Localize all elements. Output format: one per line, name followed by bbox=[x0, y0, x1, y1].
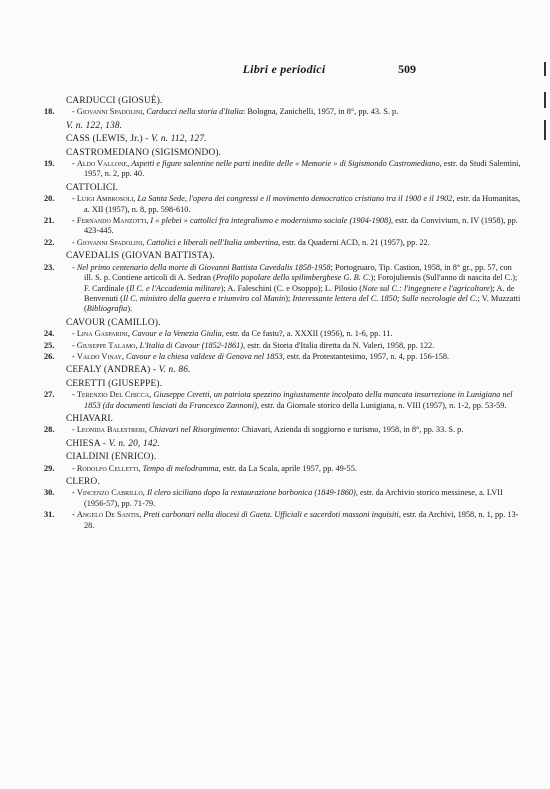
subject-heading bbox=[44, 183, 522, 193]
entry-citation: , estr. da Storia d'Italia diretta da N. Valeri, 1958, pp. 122. bbox=[243, 340, 435, 350]
subject-heading bbox=[44, 96, 522, 106]
subject-heading bbox=[44, 148, 522, 158]
bibliography-entry: 23. - Nel primo centenario della morte di Giovanni Battista Cavedalis 1858-1958; Portogruaro, Tip. Castion, 1958, in 8° gr., pp. 57, con ill. S. p. Contiene articoli di A. Sedran (Profilo popolare dello spilimberghese G. B. C.); Forojuliensis (Sull'anno di nascita del C.); F. Cardinale (Il C. e l'Accademia militare); A. Faleschini (C. e Osoppo); L. Pilosio (Note sul C.: l'ingegnere e l'agricoltore); A. de Benvenuti (Il C. ministro della guerra e triumviro col Manin); Interessante lettera del C. 1850; Sulle necrologie del C.; V. Muzzatti (Bibliografia). bbox=[44, 262, 521, 314]
entry-title: Chiavari nel Risorgimento bbox=[149, 425, 238, 435]
entry-citation: , estr. da Ce fastu?, a. XXXII (1956), n. 1-6, pp. 11. bbox=[221, 329, 393, 339]
entry-number: 24. bbox=[44, 329, 55, 339]
subject-heading bbox=[44, 365, 522, 375]
entry-title: Note sul C.: l'ingegnere e l'agricoltore bbox=[362, 283, 490, 293]
entry-title: Cavour e la chiesa valdese di Genova nel 1853 bbox=[126, 351, 283, 361]
bibliography-entry: 24. - Lina Gasparini, Cavour e la Venezia Giulia, estr. da Ce fastu?, a. XXXII (1956), n. 1-6, pp. 11. bbox=[44, 329, 393, 339]
entry-number: 20. bbox=[44, 194, 55, 204]
entry-title: Il C. e l'Accademia militare bbox=[129, 283, 221, 293]
entry-citation: , estr. da Giornale storico della Lunigiana, n. VIII (1957), n. 1-2, pp. 53-59. bbox=[256, 400, 507, 410]
running-title: Libri e periodici bbox=[242, 62, 326, 76]
entry-title: Giuseppe Ceretti, un patriota spezzino ingiustamente incolpato della mancata insurrezione in Lunigiana nel 1853 (da documenti lasciati da Francesco Zannoni) bbox=[84, 390, 513, 410]
subject-heading-text: CARDUCCI (GIOSUÈ). bbox=[66, 96, 163, 106]
subject-heading bbox=[44, 121, 522, 131]
subject-heading-text: CAVEDALIS (GIOVAN BATTISTA). bbox=[66, 251, 215, 262]
entry-title: Bibliografia bbox=[86, 304, 128, 314]
entry-number: 21. bbox=[44, 216, 55, 226]
entry-citation: , estr. da Archivio storico messinese, a. LVII (1956-57), pp. 71-79. bbox=[84, 488, 503, 508]
entry-citation: ); A. de Benvenuti ( bbox=[84, 283, 515, 303]
page-number: 509 bbox=[398, 62, 416, 76]
entry-citation: , bbox=[127, 329, 132, 339]
entry-title: Il clero siciliano dopo la restaurazione borbonica (1849-1860) bbox=[146, 488, 356, 498]
bibliography-entry: 19. - Aldo Vallone, Aspetti e figure salentine nelle parti inedite delle « Memorie » di Sigismondo Castromediano, estr. da Studi Salentini, 1957, n. 2, pp. 40. bbox=[44, 159, 521, 179]
cross-reference: V. n. 86. bbox=[158, 365, 191, 376]
entry-title: Cavour e la Venezia Giulia bbox=[131, 329, 222, 339]
entry-citation: , estr. da Quaderni ACD, n. 21 (1957), pp. 22. bbox=[278, 237, 430, 247]
entry-title: Profilo popolare dello spilimberghese G. B. C. bbox=[215, 273, 371, 283]
entry-citation: , bbox=[146, 216, 151, 226]
entry-author: Luigi Ambrosoli bbox=[76, 194, 134, 204]
cross-reference: V. n. 20, 142. bbox=[108, 438, 161, 449]
entry-author: Lina Gasparini bbox=[76, 329, 128, 339]
entry-citation: : Bologna, Zanichelli, 1957, in 8°, pp. 43. S. p. bbox=[243, 107, 399, 117]
subject-heading-text: CLERO. bbox=[66, 477, 100, 487]
entry-citation: , bbox=[149, 390, 154, 400]
subject-heading bbox=[44, 477, 522, 487]
subject-heading-text: CHIAVARI. bbox=[66, 413, 114, 424]
entry-citation: , bbox=[139, 510, 144, 520]
entry-number: 28. bbox=[44, 425, 55, 435]
entry-number: 23. bbox=[44, 262, 55, 272]
entry-citation: , bbox=[127, 159, 132, 169]
subject-heading bbox=[44, 251, 522, 261]
entry-author: Aldo Vallone bbox=[76, 159, 128, 169]
bibliography-entry: 30. - Vincenzo Cabrillo, Il clero siciliano dopo la restaurazione borbonica (1849-1860), estr. da Archivio storico messinese, a. LVII (1956-57), pp. 71-79. bbox=[44, 488, 503, 508]
entry-title: I « plebei » cattolici fra integralismo e modernismo sociale (1904-1908) bbox=[150, 216, 391, 226]
entry-citation: , bbox=[133, 194, 138, 204]
subject-heading bbox=[44, 318, 522, 328]
entry-citation: , bbox=[142, 237, 147, 247]
entry-author: Giuseppe Talamo bbox=[76, 340, 136, 350]
entry-citation: , bbox=[135, 340, 140, 350]
entry-title: Preti carbonari nella diocesi di Gaeta. Ufficiali e sacerdoti massoni inquisiti bbox=[143, 510, 399, 520]
entry-number: 31. bbox=[44, 510, 55, 520]
entry-citation: , bbox=[121, 351, 127, 361]
bibliography-entry: 21. - Fernando Manzotti, I « plebei » cattolici fra integralismo e modernismo sociale (1904-1908), estr. da Convivium, n. IV (1958), pp. 423-445. bbox=[44, 216, 518, 236]
subject-heading-text: CHIESA - bbox=[66, 438, 109, 449]
entry-citation: , bbox=[142, 107, 147, 117]
entry-author: Giovanni Spadolini bbox=[76, 237, 143, 247]
entry-citation: ); A. Faleschini (C. e Osoppo); L. Pilosio ( bbox=[220, 283, 363, 293]
subject-heading bbox=[44, 452, 522, 462]
entry-citation: , estr. da Protestantesimo, 1957, n. 4, pp. 156-158. bbox=[282, 351, 450, 361]
scan-edge-mark bbox=[544, 120, 546, 140]
entry-title: Carducci nella storia d'Italia bbox=[146, 107, 244, 117]
cross-reference: V. n. 122, 138. bbox=[66, 120, 123, 131]
entry-author: Valdo Vinay bbox=[76, 351, 122, 361]
entry-citation: ); Forojuliensis (Sull'anno di nascita del C.); F. Cardinale ( bbox=[84, 273, 518, 293]
bibliography-entry: 27. - Terenzio Del Chicca, Giuseppe Ceretti, un patriota spezzino ingiustamente incolpato della mancata insurrezione in Lunigiana nel 1853 (da documenti lasciati da Francesco Zannoni), estr. da Giornale storico della Lunigiana, n. VIII (1957), n. 1-2, pp. 53-59. bbox=[44, 390, 513, 410]
entry-number: 25. bbox=[44, 340, 55, 350]
entry-number: 19. bbox=[44, 159, 55, 169]
entry-author: Vincenzo Cabrillo bbox=[76, 488, 143, 498]
entry-author: Giovanni Spadolini bbox=[76, 107, 143, 117]
subject-heading-text: CATTOLICI. bbox=[66, 182, 119, 193]
entry-number: 30. bbox=[44, 488, 55, 498]
entry-citation: ); bbox=[285, 293, 293, 303]
entry-number: 26. bbox=[44, 351, 55, 361]
subject-heading-text: CIALDINI (ENRICO). bbox=[66, 452, 157, 463]
entry-number: 27. bbox=[44, 390, 55, 400]
entry-title: Nel primo centenario della morte di Giovanni Battista Cavedalis 1858-1958 bbox=[76, 262, 331, 272]
entry-citation: , estr. da Humanitas, a. XII (1957), n. 8, pp. 598-610. bbox=[84, 194, 521, 214]
entry-citation: , estr. da Archivi, 1958, n. 1, pp. 13-28. bbox=[84, 510, 519, 530]
entry-citation: , bbox=[144, 425, 150, 435]
subject-heading bbox=[44, 439, 522, 449]
entry-number: 29. bbox=[44, 463, 55, 473]
subject-heading bbox=[44, 414, 522, 424]
subject-heading bbox=[44, 134, 522, 144]
entry-title: Il C. ministro della guerra e triumviro col Manin bbox=[122, 293, 286, 303]
entry-number: 22. bbox=[44, 237, 55, 247]
bibliography-entry: 26. - Valdo Vinay, Cavour e la chiesa valdese di Genova nel 1853, estr. da Protestantesimo, 1957, n. 4, pp. 156-158. bbox=[44, 351, 450, 361]
entry-title: Interessante lettera del C. 1850; Sulle necrologie del C. bbox=[292, 293, 478, 303]
entry-author: Fernando Manzotti bbox=[76, 216, 147, 226]
subject-heading-text: CERETTI (GIUSEPPE). bbox=[66, 378, 163, 389]
entry-number: 18. bbox=[44, 107, 55, 117]
bibliography-list bbox=[44, 93, 522, 532]
subject-heading bbox=[44, 379, 522, 389]
subject-heading-text: CASS (LEWIS, Jr.) - bbox=[66, 134, 152, 145]
scan-edge-mark bbox=[544, 62, 546, 76]
bibliography-entry: 29. - Rodolfo Celletti, Tempo di melodramma, estr. da La Scala, aprile 1957, pp. 49-55. bbox=[44, 463, 357, 473]
bibliography-entry: 31. - Angelo De Santis, Preti carbonari nella diocesi di Gaeta. Ufficiali e sacerdoti massoni inquisiti, estr. da Archivi, 1958, n. 1, pp. 13-28. bbox=[44, 510, 519, 530]
entry-citation: , estr. da Convivium, n. IV (1958), pp. 423-445. bbox=[84, 216, 518, 236]
entry-title: Tempo di melodramma bbox=[142, 463, 219, 473]
entry-citation: , estr. da La Scala, aprile 1957, pp. 49-55. bbox=[218, 463, 357, 473]
entry-citation: ). bbox=[127, 304, 133, 314]
bibliography-entry: 22. - Giovanni Spadolini, Cattolici e liberali nell'Italia umbertina, estr. da Quaderni ACD, n. 21 (1957), pp. 22. bbox=[44, 237, 430, 247]
entry-author: Angelo De Santis bbox=[76, 510, 140, 520]
bibliography-entry: 18. - Giovanni Spadolini, Carducci nella storia d'Italia: Bologna, Zanichelli, 1957, in 8°, pp. 43. S. p. bbox=[44, 107, 399, 117]
bibliography-entry: 20. - Luigi Ambrosoli, La Santa Sede, l'opera dei congressi e il movimento democratico cristiano tra il 1900 e il 1902, estr. da Humanitas, a. XII (1957), n. 8, pp. 598-610. bbox=[44, 194, 521, 214]
entry-title: La Santa Sede, l'opera dei congressi e il movimento democratico cristiano tra il 1900 e il 1902 bbox=[137, 194, 453, 204]
entry-citation: : Chiavari, Azienda di soggiorno e turismo, 1958, in 8°, pp. 33. S. p. bbox=[237, 425, 464, 435]
entry-title: Aspetti e figure salentine nelle parti inedite delle « Memorie » di Sigismondo Castromediano bbox=[131, 159, 440, 169]
subject-heading-text: CASTROMEDIANO (SIGISMONDO). bbox=[66, 147, 222, 158]
page-header bbox=[0, 62, 550, 78]
entry-citation: ; Portogruaro, Tip. Castion, 1958, in 8° gr., pp. 57, con ill. S. p. Contiene articoli di A. Sedran ( bbox=[84, 262, 512, 283]
entry-citation: , bbox=[138, 463, 143, 473]
entry-author: Leonida Balestreri bbox=[76, 425, 145, 435]
bibliography-entry: 25. - Giuseppe Talamo, L'Italia di Cavour (1852-1861), estr. da Storia d'Italia diretta da N. Valeri, 1958, pp. 122. bbox=[44, 340, 435, 350]
subject-heading-text: CEFALY (ANDREA) - bbox=[66, 365, 159, 376]
bibliography-entry: 28. - Leonida Balestreri, Chiavari nel Risorgimento: Chiavari, Azienda di soggiorno e turismo, 1958, in 8°, pp. 33. S. p. bbox=[44, 425, 464, 435]
entry-author: Terenzio Del Chicca bbox=[76, 390, 150, 400]
entry-citation: ; V. Muzzatti ( bbox=[84, 293, 521, 314]
entry-title: L'Italia di Cavour (1852-1861) bbox=[139, 340, 244, 350]
entry-author: Rodolfo Celletti bbox=[76, 463, 139, 473]
subject-heading-text: CAVOUR (CAMILLO). bbox=[66, 317, 161, 328]
entry-citation: , estr. da Studi Salentini, 1957, n. 2, pp. 40. bbox=[84, 159, 521, 179]
scan-edge-mark bbox=[544, 92, 546, 108]
entry-citation: , bbox=[142, 488, 147, 498]
cross-reference: V. n. 112, 127. bbox=[151, 134, 207, 145]
entry-title: Cattolici e liberali nell'Italia umbertina bbox=[146, 237, 279, 247]
